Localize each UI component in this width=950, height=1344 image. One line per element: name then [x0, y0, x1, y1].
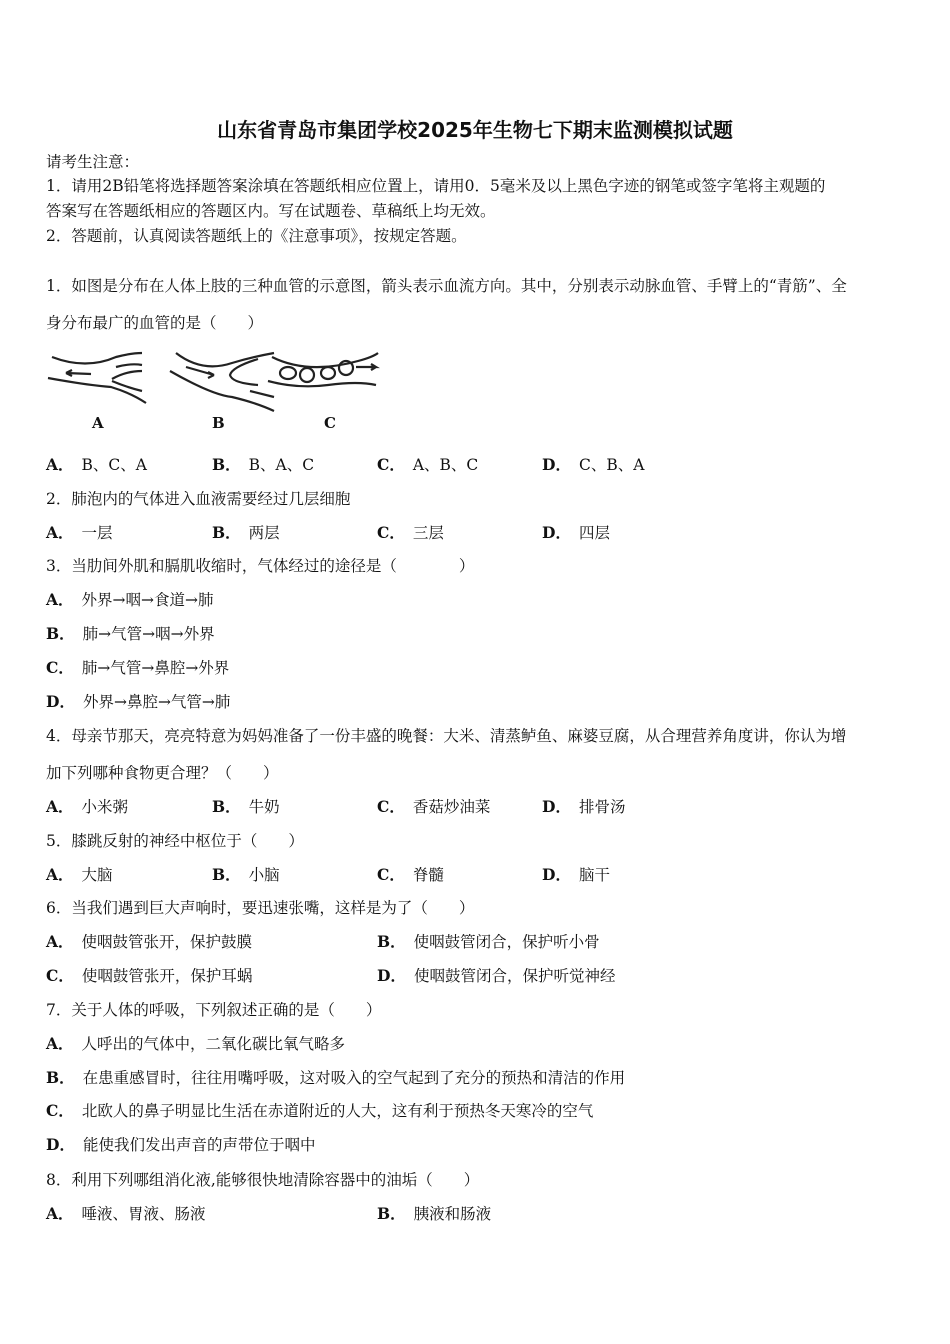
- option-key: A．: [46, 1034, 74, 1053]
- option-text: 使咽鼓管闭合，保护听觉神经: [413, 967, 616, 985]
- option-text: 一层: [81, 524, 113, 542]
- answer-option: [46, 624, 215, 644]
- page-title: 山东省青岛市集团学校2025年生物七下期末监测模拟试题: [217, 118, 733, 142]
- answer-option: [542, 865, 610, 885]
- answer-option: [46, 590, 214, 610]
- option-text: 人呼出的气体中，二氧化碳比氧气略多: [81, 1035, 346, 1053]
- answer-option: [377, 455, 478, 475]
- option-text: 两层: [248, 524, 280, 542]
- option-text: 牛奶: [248, 798, 280, 816]
- option-key: A．: [46, 590, 74, 609]
- option-key: B．: [46, 1068, 75, 1087]
- option-text: 小米粥: [81, 798, 129, 816]
- option-key: C．: [377, 797, 405, 816]
- option-key: B．: [212, 865, 241, 884]
- question-stem: 7．关于人体的呼吸，下列叙述正确的是（ ）: [46, 1001, 382, 1019]
- answer-option: [212, 523, 280, 543]
- option-text: 胰液和肠液: [413, 1205, 492, 1223]
- option-text: 四层: [578, 524, 610, 542]
- question-stem: 6．当我们遇到巨大声响时，要迅速张嘴，这样是为了（ ）: [46, 899, 475, 917]
- option-key: D．: [46, 1135, 75, 1154]
- answer-option: [377, 523, 444, 543]
- figure-label-c: C: [324, 414, 336, 432]
- vessel-a: [48, 353, 146, 403]
- option-text: 外界→鼻腔→气管→肺: [82, 693, 231, 711]
- option-text: 北欧人的鼻子明显比生活在赤道附近的人大，这有利于预热冬天寒冷的空气: [81, 1102, 594, 1120]
- figure-label-b: B: [212, 414, 225, 432]
- answer-option: [377, 865, 444, 885]
- option-text: 唾液、胃液、肠液: [81, 1205, 206, 1223]
- question-stem: 5．膝跳反射的神经中枢位于（ ）: [46, 832, 304, 850]
- notice-line: 答案写在答题纸相应的答题区内。写在试题卷、草稿纸上均无效。: [46, 202, 496, 220]
- notice-line: 2．答题前，认真阅读答题纸上的《注意事项》，按规定答题。: [46, 227, 467, 245]
- vessel-b: [170, 353, 274, 411]
- option-key: C．: [46, 966, 74, 985]
- option-text: 肺→气管→咽→外界: [82, 625, 215, 643]
- answer-option: [377, 932, 600, 952]
- option-text: 外界→咽→食道→肺: [81, 591, 214, 609]
- question-stem: 1．如图是分布在人体上肢的三种血管的示意图，箭头表示血流方向。其中，分别表示动脉血管、手臂上的“青筋”、全: [46, 277, 847, 295]
- option-text: 三层: [412, 524, 444, 542]
- answer-option: [377, 1204, 491, 1224]
- notice-line: 1．请用2B铅笔将选择题答案涂填在答题纸相应位置上，请用0．5毫米及以上黑色字迹的钢笔或签字笔将主观题的: [46, 177, 826, 195]
- option-key: A．: [46, 797, 74, 816]
- option-text: B、C、A: [81, 456, 147, 474]
- option-key: C．: [46, 658, 74, 677]
- option-text: 小脑: [248, 866, 280, 884]
- vessel-c: [268, 353, 378, 386]
- option-text: 能使我们发出声音的声带位于咽中: [82, 1136, 316, 1154]
- option-key: D．: [377, 966, 406, 985]
- question-stem: 4．母亲节那天，亮亮特意为妈妈准备了一份丰盛的晚餐：大米、清蒸鲈鱼、麻婆豆腐，从合理营养角度讲，你认为增: [46, 727, 847, 745]
- answer-option: [46, 932, 252, 952]
- answer-option: [46, 523, 113, 543]
- question-stem: 3．当肋间外肌和膈肌收缩时，气体经过的途径是（ ）: [46, 557, 475, 575]
- question-stem: 加下列哪种食物更合理？（ ）: [46, 764, 279, 782]
- option-text: 使咽鼓管闭合，保护听小骨: [413, 933, 600, 951]
- option-text: 香菇炒油菜: [412, 798, 491, 816]
- answer-option: [542, 797, 625, 817]
- option-key: D．: [542, 455, 571, 474]
- option-text: C、B、A: [578, 456, 645, 474]
- answer-option: [212, 797, 280, 817]
- answer-option: [46, 455, 147, 475]
- option-key: C．: [46, 1101, 74, 1120]
- answer-option: [212, 865, 280, 885]
- answer-option: [46, 797, 128, 817]
- option-key: B．: [377, 932, 406, 951]
- option-key: B．: [212, 797, 241, 816]
- answer-option: [46, 1068, 625, 1088]
- answer-option: [542, 523, 610, 543]
- option-key: B．: [46, 624, 75, 643]
- option-key: A．: [46, 1204, 74, 1223]
- option-key: B．: [212, 455, 241, 474]
- option-key: A．: [46, 523, 74, 542]
- option-text: 肺→气管→鼻腔→外界: [81, 659, 230, 677]
- answer-option: [377, 797, 490, 817]
- answer-option: [46, 1135, 315, 1155]
- question-stem: 2．肺泡内的气体进入血液需要经过几层细胞: [46, 490, 351, 508]
- option-key: A．: [46, 455, 74, 474]
- option-key: B．: [377, 1204, 406, 1223]
- option-text: 大脑: [81, 866, 113, 884]
- answer-option: [46, 658, 229, 678]
- answer-option: [46, 692, 230, 712]
- option-key: A．: [46, 932, 74, 951]
- answer-option: [212, 455, 314, 475]
- option-text: 使咽鼓管张开，保护鼓膜: [81, 933, 253, 951]
- answer-option: [46, 1204, 206, 1224]
- option-text: B、A、C: [248, 456, 315, 474]
- option-key: A．: [46, 865, 74, 884]
- option-key: C．: [377, 523, 405, 542]
- figure-label-a: A: [92, 414, 104, 432]
- option-key: C．: [377, 455, 405, 474]
- question-stem: 8．利用下列哪组消化液,能够很快地清除容器中的油垢（ ）: [46, 1171, 480, 1189]
- option-text: 脑干: [578, 866, 610, 884]
- answer-option: [542, 455, 644, 475]
- option-key: D．: [542, 523, 571, 542]
- option-key: C．: [377, 865, 405, 884]
- notice-heading: 请考生注意：: [46, 153, 140, 171]
- option-key: D．: [46, 692, 75, 711]
- option-text: 使咽鼓管张开，保护耳蜗: [81, 967, 253, 985]
- option-text: 在患重感冒时，往往用嘴呼吸，这对吸入的空气起到了充分的预热和清洁的作用: [82, 1069, 626, 1087]
- option-key: B．: [212, 523, 241, 542]
- blood-vessel-figure: [46, 345, 386, 415]
- option-text: 脊髓: [412, 866, 444, 884]
- answer-option: [377, 966, 615, 986]
- question-stem: 身分布最广的血管的是（ ）: [46, 314, 264, 332]
- answer-option: [46, 865, 113, 885]
- answer-option: [46, 966, 252, 986]
- option-key: D．: [542, 797, 571, 816]
- answer-option: [46, 1034, 345, 1054]
- option-text: A、B、C: [412, 456, 479, 474]
- answer-option: [46, 1101, 593, 1121]
- option-text: 排骨汤: [578, 798, 626, 816]
- option-key: D．: [542, 865, 571, 884]
